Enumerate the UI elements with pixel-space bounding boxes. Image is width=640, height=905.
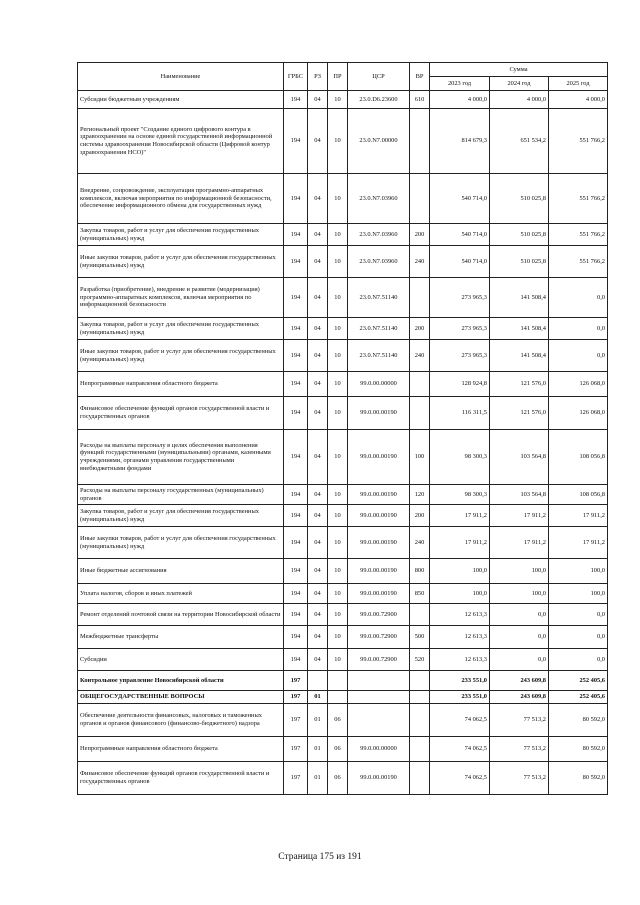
header-year-2023: 2023 год	[430, 77, 490, 91]
row-value-2023: 98 300,3	[430, 485, 490, 505]
row-value-2023: 540 714,0	[430, 224, 490, 246]
row-csr: 99.0.00.00190	[348, 559, 410, 584]
header-csr: ЦСР	[348, 63, 410, 91]
row-pr: 10	[328, 91, 348, 109]
row-name: Субсидии	[78, 649, 284, 671]
row-grbs: 194	[284, 318, 308, 340]
row-pr: 10	[328, 604, 348, 626]
row-pr: 10	[328, 109, 348, 174]
row-rz: 04	[308, 340, 328, 372]
table-row	[78, 671, 608, 691]
row-csr	[348, 691, 410, 704]
row-value-2025: 551 766,2	[549, 246, 608, 278]
row-value-2025: 100,0	[549, 584, 608, 604]
row-csr: 99.0.00.00190	[348, 397, 410, 430]
table-row	[78, 704, 608, 737]
row-value-2024: 77 513,2	[490, 762, 549, 795]
row-value-2023: 12 613,3	[430, 604, 490, 626]
row-vr: 200	[410, 505, 430, 527]
row-rz: 01	[308, 691, 328, 704]
row-value-2025: 80 592,0	[549, 737, 608, 762]
row-grbs: 194	[284, 91, 308, 109]
row-value-2025: 108 056,8	[549, 485, 608, 505]
row-grbs: 197	[284, 737, 308, 762]
row-value-2024: 510 025,8	[490, 246, 549, 278]
row-name: Ремонт отделений почтовой связи на территории Новосибирской области	[78, 604, 284, 626]
table-row	[78, 762, 608, 795]
row-vr: 200	[410, 318, 430, 340]
row-vr	[410, 671, 430, 691]
row-value-2025: 80 592,0	[549, 762, 608, 795]
header-rz: РЗ	[308, 63, 328, 91]
table-row	[78, 430, 608, 485]
row-value-2024: 141 508,4	[490, 318, 549, 340]
row-value-2024: 243 609,8	[490, 691, 549, 704]
row-pr: 06	[328, 737, 348, 762]
table-row	[78, 109, 608, 174]
row-pr: 10	[328, 649, 348, 671]
row-vr	[410, 604, 430, 626]
table-body	[78, 91, 608, 795]
row-pr	[328, 691, 348, 704]
row-rz: 04	[308, 372, 328, 397]
row-grbs: 194	[284, 604, 308, 626]
row-name: Иные закупки товаров, работ и услуг для обеспечения государственных (муниципальных) нужд	[78, 246, 284, 278]
row-vr: 240	[410, 527, 430, 559]
row-rz: 04	[308, 224, 328, 246]
table-row	[78, 91, 608, 109]
table-row	[78, 372, 608, 397]
row-pr: 10	[328, 430, 348, 485]
row-value-2024: 17 911,2	[490, 527, 549, 559]
row-csr: 99.0.00.00190	[348, 584, 410, 604]
row-grbs: 194	[284, 224, 308, 246]
row-value-2023: 273 965,3	[430, 340, 490, 372]
table-row	[78, 485, 608, 505]
row-rz: 04	[308, 626, 328, 649]
table-row	[78, 246, 608, 278]
row-value-2024: 510 025,8	[490, 224, 549, 246]
row-value-2025: 80 592,0	[549, 704, 608, 737]
row-pr: 10	[328, 224, 348, 246]
row-csr: 99.0.00.00000	[348, 737, 410, 762]
table-row	[78, 584, 608, 604]
row-rz: 04	[308, 527, 328, 559]
row-name: Субсидии бюджетным учреждениям	[78, 91, 284, 109]
row-csr: 99.0.00.00190	[348, 485, 410, 505]
row-grbs: 194	[284, 174, 308, 224]
row-name: Региональный проект "Создание единого цифрового контура в здравоохранении на основе единой государственной информационной системы здравоохранения Новосибирской области (Цифровой контур здравоохранения НСО)"	[78, 109, 284, 174]
row-value-2023: 273 965,3	[430, 278, 490, 318]
row-value-2023: 17 911,2	[430, 505, 490, 527]
header-name: Наименование	[78, 63, 284, 91]
row-pr: 06	[328, 762, 348, 795]
row-value-2024: 0,0	[490, 626, 549, 649]
row-vr	[410, 704, 430, 737]
row-pr: 10	[328, 485, 348, 505]
row-grbs: 197	[284, 691, 308, 704]
row-rz: 04	[308, 397, 328, 430]
row-pr	[328, 671, 348, 691]
row-rz: 01	[308, 737, 328, 762]
row-value-2023: 233 551,0	[430, 671, 490, 691]
row-vr: 610	[410, 91, 430, 109]
page-footer: Страница 175 из 191	[278, 852, 362, 862]
row-rz: 01	[308, 704, 328, 737]
table-row	[78, 626, 608, 649]
row-value-2025: 252 405,6	[549, 671, 608, 691]
table-row	[78, 174, 608, 224]
row-grbs: 197	[284, 762, 308, 795]
row-pr: 10	[328, 372, 348, 397]
row-value-2025: 252 405,6	[549, 691, 608, 704]
row-value-2025: 551 766,2	[549, 224, 608, 246]
row-value-2023: 74 062,5	[430, 704, 490, 737]
row-name: Расходы на выплаты персоналу государственных (муниципальных) органов	[78, 485, 284, 505]
row-value-2024: 121 576,0	[490, 372, 549, 397]
table-row	[78, 340, 608, 372]
header-year-2025: 2025 год	[549, 77, 608, 91]
row-value-2025: 551 766,2	[549, 174, 608, 224]
row-pr: 10	[328, 527, 348, 559]
row-pr: 10	[328, 340, 348, 372]
row-grbs: 194	[284, 109, 308, 174]
row-value-2025: 126 068,0	[549, 397, 608, 430]
row-csr: 99.0.00.72900	[348, 626, 410, 649]
row-value-2024: 651 534,2	[490, 109, 549, 174]
row-vr	[410, 372, 430, 397]
row-value-2024: 141 508,4	[490, 340, 549, 372]
row-value-2024: 100,0	[490, 584, 549, 604]
header-vr: ВР	[410, 63, 430, 91]
row-rz: 04	[308, 649, 328, 671]
row-rz: 04	[308, 174, 328, 224]
row-grbs: 194	[284, 340, 308, 372]
row-value-2024: 100,0	[490, 559, 549, 584]
row-vr: 800	[410, 559, 430, 584]
row-value-2025: 108 056,8	[549, 430, 608, 485]
row-csr: 23.0.N7.51140	[348, 318, 410, 340]
row-rz: 04	[308, 485, 328, 505]
row-vr: 200	[410, 224, 430, 246]
row-value-2025: 0,0	[549, 649, 608, 671]
row-rz: 04	[308, 91, 328, 109]
row-value-2023: 273 965,3	[430, 318, 490, 340]
row-value-2024: 121 576,0	[490, 397, 549, 430]
row-csr: 99.0.00.00190	[348, 505, 410, 527]
row-value-2023: 814 679,3	[430, 109, 490, 174]
row-name: Закупка товаров, работ и услуг для обеспечения государственных (муниципальных) нужд	[78, 224, 284, 246]
row-value-2025: 551 766,2	[549, 109, 608, 174]
header-pr: ПР	[328, 63, 348, 91]
row-csr: 23.0.N7.51140	[348, 278, 410, 318]
header-year-2024: 2024 год	[490, 77, 549, 91]
row-pr: 10	[328, 584, 348, 604]
row-pr: 10	[328, 397, 348, 430]
row-csr: 99.0.00.00000	[348, 372, 410, 397]
row-value-2024: 77 513,2	[490, 704, 549, 737]
table-row	[78, 559, 608, 584]
row-csr: 23.0.N7.03960	[348, 224, 410, 246]
row-csr: 23.0.D6.23600	[348, 91, 410, 109]
row-rz: 01	[308, 762, 328, 795]
row-pr: 10	[328, 559, 348, 584]
row-rz: 04	[308, 109, 328, 174]
row-value-2023: 12 613,3	[430, 626, 490, 649]
row-value-2025: 0,0	[549, 318, 608, 340]
row-value-2023: 100,0	[430, 559, 490, 584]
row-name: Иные бюджетные ассигнования	[78, 559, 284, 584]
row-pr: 10	[328, 278, 348, 318]
row-value-2024: 0,0	[490, 649, 549, 671]
row-name: Уплата налогов, сборов и иных платежей	[78, 584, 284, 604]
row-csr: 99.0.00.00190	[348, 430, 410, 485]
row-value-2024: 103 564,8	[490, 485, 549, 505]
row-value-2023: 233 551,0	[430, 691, 490, 704]
row-value-2023: 100,0	[430, 584, 490, 604]
row-name: Иные закупки товаров, работ и услуг для обеспечения государственных (муниципальных) нужд	[78, 340, 284, 372]
row-csr: 99.0.00.72900	[348, 649, 410, 671]
table-row	[78, 527, 608, 559]
row-grbs: 194	[284, 649, 308, 671]
row-name: Финансовое обеспечение функций органов государственной власти и государственных органов	[78, 397, 284, 430]
row-value-2024: 77 513,2	[490, 737, 549, 762]
table-row	[78, 691, 608, 704]
table-row	[78, 397, 608, 430]
row-pr: 10	[328, 174, 348, 224]
row-value-2025: 0,0	[549, 340, 608, 372]
row-csr: 23.0.N7.03960	[348, 174, 410, 224]
row-value-2025: 4 000,0	[549, 91, 608, 109]
row-pr: 10	[328, 246, 348, 278]
row-grbs: 194	[284, 505, 308, 527]
row-rz: 04	[308, 430, 328, 485]
row-value-2025: 0,0	[549, 604, 608, 626]
row-value-2023: 98 300,3	[430, 430, 490, 485]
row-vr	[410, 762, 430, 795]
table-header	[78, 63, 608, 91]
row-vr	[410, 691, 430, 704]
row-grbs: 194	[284, 246, 308, 278]
table-row	[78, 649, 608, 671]
row-vr: 850	[410, 584, 430, 604]
row-name: Непрограммные направления областного бюджета	[78, 737, 284, 762]
row-value-2024: 17 911,2	[490, 505, 549, 527]
row-rz: 04	[308, 318, 328, 340]
row-csr: 23.0.N7.51140	[348, 340, 410, 372]
row-vr: 240	[410, 340, 430, 372]
row-value-2023: 540 714,0	[430, 246, 490, 278]
row-grbs: 194	[284, 278, 308, 318]
row-vr	[410, 174, 430, 224]
row-value-2023: 17 911,2	[430, 527, 490, 559]
row-vr: 240	[410, 246, 430, 278]
row-vr	[410, 397, 430, 430]
row-name: Иные закупки товаров, работ и услуг для обеспечения государственных (муниципальных) нужд	[78, 527, 284, 559]
row-grbs: 197	[284, 704, 308, 737]
row-name: Межбюджетные трансферты	[78, 626, 284, 649]
table-row	[78, 604, 608, 626]
row-value-2024: 4 000,0	[490, 91, 549, 109]
header-grbs: ГРБС	[284, 63, 308, 91]
row-value-2024: 0,0	[490, 604, 549, 626]
row-vr	[410, 278, 430, 318]
row-vr: 520	[410, 649, 430, 671]
row-value-2024: 103 564,8	[490, 430, 549, 485]
row-grbs: 197	[284, 671, 308, 691]
table-row	[78, 224, 608, 246]
row-value-2023: 12 613,3	[430, 649, 490, 671]
table-row	[78, 278, 608, 318]
row-value-2023: 116 311,5	[430, 397, 490, 430]
row-grbs: 194	[284, 626, 308, 649]
row-value-2025: 0,0	[549, 278, 608, 318]
row-name: Закупка товаров, работ и услуг для обеспечения государственных (муниципальных) нужд	[78, 318, 284, 340]
row-grbs: 194	[284, 559, 308, 584]
row-rz: 04	[308, 559, 328, 584]
row-csr	[348, 671, 410, 691]
row-rz	[308, 671, 328, 691]
row-value-2023: 540 714,0	[430, 174, 490, 224]
row-name: Обеспечение деятельности финансовых, налоговых и таможенных органов и органов финансового (финансово-бюджетного) надзора	[78, 704, 284, 737]
row-value-2023: 128 924,8	[430, 372, 490, 397]
row-vr: 120	[410, 485, 430, 505]
row-rz: 04	[308, 505, 328, 527]
row-csr: 99.0.00.00190	[348, 527, 410, 559]
row-name: ОБЩЕГОСУДАРСТВЕННЫЕ ВОПРОСЫ	[78, 691, 284, 704]
row-csr: 99.0.00.00190	[348, 762, 410, 795]
row-grbs: 194	[284, 527, 308, 559]
row-vr	[410, 109, 430, 174]
row-vr	[410, 737, 430, 762]
row-value-2024: 141 508,4	[490, 278, 549, 318]
row-pr: 10	[328, 505, 348, 527]
row-value-2025: 17 911,2	[549, 527, 608, 559]
row-name: Внедрение, сопровождение, эксплуатация программно-аппаратных комплексов, включая мероприятия по информационной безопасности, обеспечение информационного обмена для государственных нужд	[78, 174, 284, 224]
row-rz: 04	[308, 278, 328, 318]
row-name: Разработка (приобретение), внедрение и развитие (модернизация) программно-аппаратных комплексов, включая мероприятия по информационной безопасности	[78, 278, 284, 318]
row-vr: 100	[410, 430, 430, 485]
row-value-2023: 4 000,0	[430, 91, 490, 109]
row-name: Финансовое обеспечение функций органов государственной власти и государственных органов	[78, 762, 284, 795]
row-pr: 06	[328, 704, 348, 737]
row-value-2023: 74 062,5	[430, 762, 490, 795]
table-row	[78, 737, 608, 762]
row-csr: 23.0.N7.00000	[348, 109, 410, 174]
row-value-2025: 17 911,2	[549, 505, 608, 527]
row-grbs: 194	[284, 430, 308, 485]
header-sum: Сумма	[430, 63, 608, 77]
row-vr: 500	[410, 626, 430, 649]
row-name: Контрольное управление Новосибирской области	[78, 671, 284, 691]
row-csr: 99.0.00.72900	[348, 604, 410, 626]
row-name: Закупка товаров, работ и услуг для обеспечения государственных (муниципальных) нужд	[78, 505, 284, 527]
row-csr: 23.0.N7.03960	[348, 246, 410, 278]
row-rz: 04	[308, 246, 328, 278]
row-name: Расходы на выплаты персоналу в целях обеспечения выполнения функций государственными (муниципальными) органами, казенными учреждениями, органами управления государственными внебюджетными фондами	[78, 430, 284, 485]
budget-table	[77, 62, 608, 795]
row-grbs: 194	[284, 372, 308, 397]
row-name: Непрограммные направления областного бюджета	[78, 372, 284, 397]
table-row	[78, 318, 608, 340]
row-value-2025: 0,0	[549, 626, 608, 649]
row-pr: 10	[328, 626, 348, 649]
table-row	[78, 505, 608, 527]
row-grbs: 194	[284, 397, 308, 430]
row-value-2024: 510 025,8	[490, 174, 549, 224]
row-grbs: 194	[284, 584, 308, 604]
row-csr	[348, 704, 410, 737]
row-value-2023: 74 062,5	[430, 737, 490, 762]
row-value-2025: 100,0	[549, 559, 608, 584]
row-grbs: 194	[284, 485, 308, 505]
row-value-2025: 126 068,0	[549, 372, 608, 397]
row-value-2024: 243 609,8	[490, 671, 549, 691]
row-rz: 04	[308, 584, 328, 604]
row-pr: 10	[328, 318, 348, 340]
row-rz: 04	[308, 604, 328, 626]
